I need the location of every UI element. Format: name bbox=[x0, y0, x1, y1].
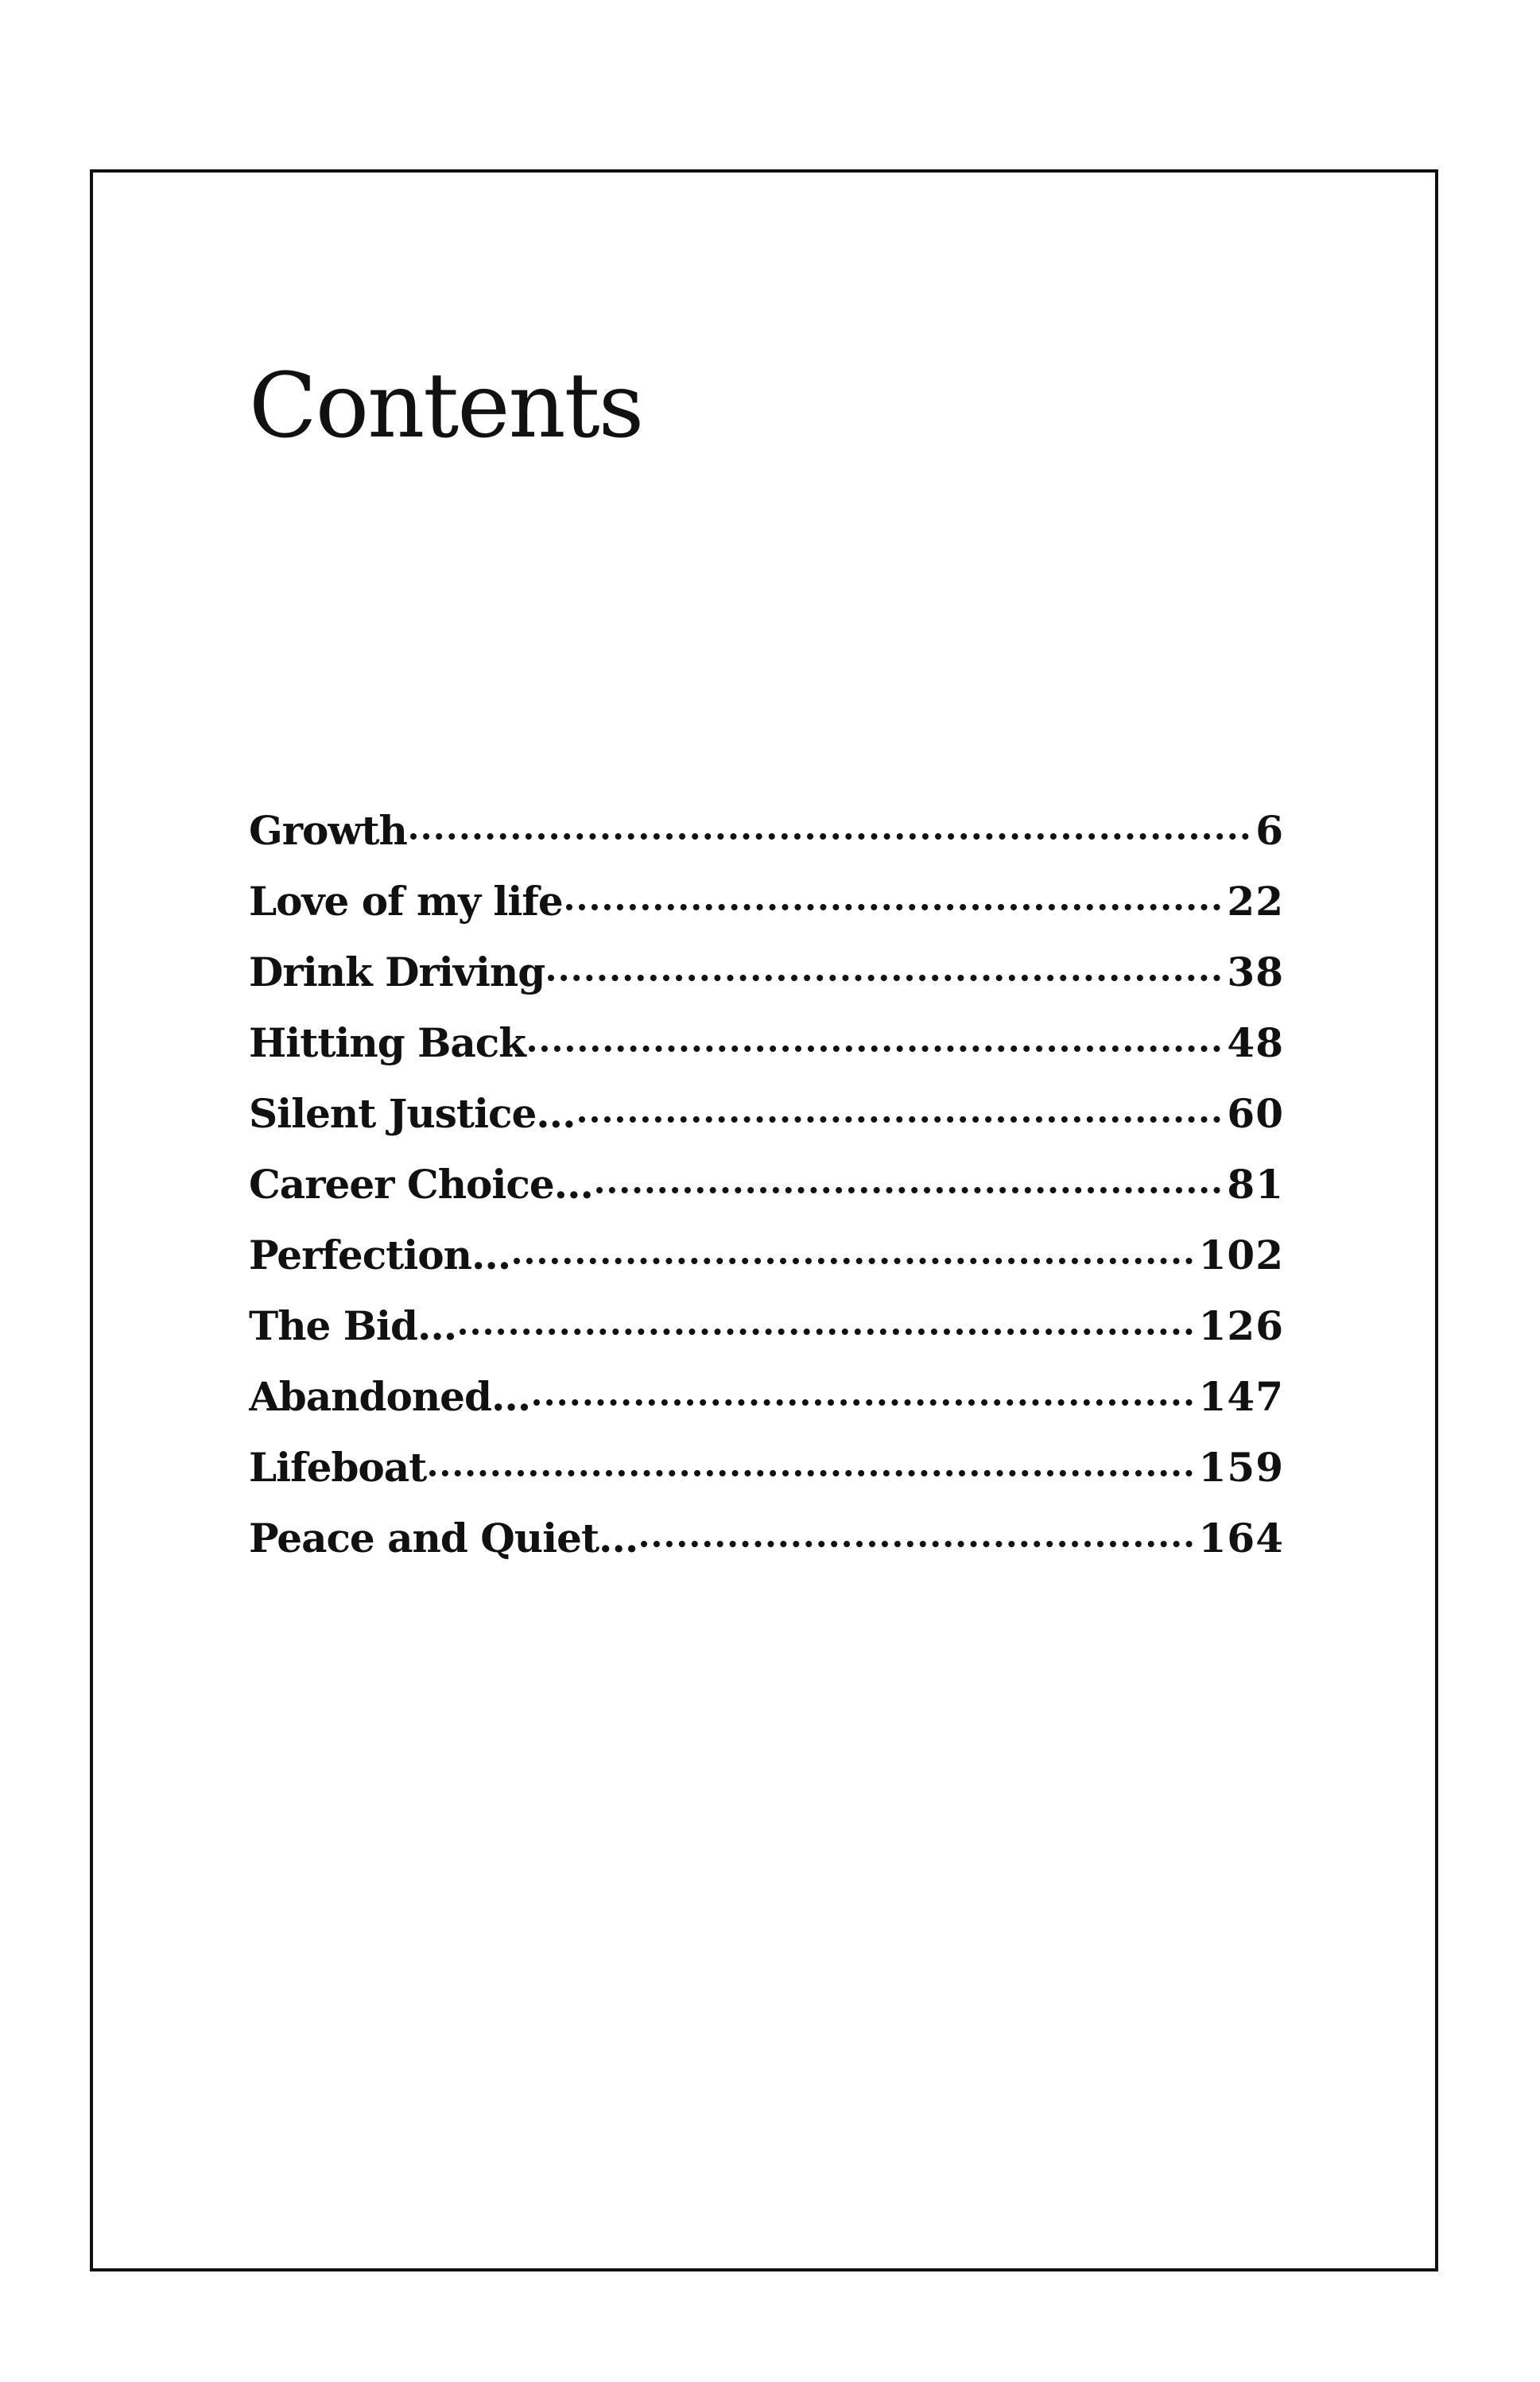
toc-entry-page: 126 bbox=[1198, 1302, 1284, 1349]
toc-entry[interactable] bbox=[249, 795, 1284, 866]
toc-entry-title: The Bid... bbox=[249, 1302, 457, 1349]
toc-entry[interactable] bbox=[249, 866, 1284, 937]
dot-leader bbox=[533, 1399, 1192, 1406]
dot-leader bbox=[410, 833, 1249, 840]
toc-entry[interactable] bbox=[249, 1290, 1284, 1361]
toc-entry-page: 147 bbox=[1198, 1373, 1284, 1420]
toc-entry-title: Abandoned... bbox=[249, 1373, 531, 1420]
toc-entry[interactable] bbox=[249, 1007, 1284, 1078]
toc-entry-page: 60 bbox=[1227, 1090, 1284, 1137]
toc-entry-title: Lifeboat bbox=[249, 1444, 427, 1491]
toc-entry[interactable] bbox=[249, 937, 1284, 1007]
toc-entry-page: 38 bbox=[1227, 949, 1284, 995]
toc-entry-title: Hitting Back bbox=[249, 1019, 526, 1066]
toc-entry[interactable] bbox=[249, 1432, 1284, 1503]
toc-entry-title: Peace and Quiet... bbox=[249, 1515, 638, 1561]
dot-leader bbox=[514, 1258, 1192, 1264]
table-of-contents bbox=[249, 795, 1284, 1573]
page-title: Contents bbox=[249, 355, 643, 458]
toc-entry-title: Drink Driving bbox=[249, 949, 545, 995]
dot-leader bbox=[529, 1046, 1221, 1052]
toc-entry-page: 102 bbox=[1198, 1232, 1284, 1278]
toc-entry-title: Perfection... bbox=[249, 1232, 511, 1278]
toc-entry[interactable] bbox=[249, 1220, 1284, 1290]
dot-leader bbox=[548, 975, 1220, 981]
toc-entry-page: 164 bbox=[1198, 1515, 1284, 1561]
toc-entry[interactable] bbox=[249, 1149, 1284, 1220]
toc-entry-page: 6 bbox=[1255, 807, 1284, 854]
dot-leader bbox=[596, 1187, 1221, 1193]
toc-entry-page: 159 bbox=[1198, 1444, 1284, 1491]
dot-leader bbox=[460, 1329, 1192, 1335]
toc-entry[interactable] bbox=[249, 1361, 1284, 1432]
toc-entry-title: Career Choice... bbox=[249, 1161, 593, 1208]
toc-entry[interactable] bbox=[249, 1078, 1284, 1149]
dot-leader bbox=[429, 1470, 1192, 1476]
toc-entry-page: 81 bbox=[1227, 1161, 1284, 1208]
toc-entry[interactable] bbox=[249, 1503, 1284, 1573]
toc-entry-title: Love of my life bbox=[249, 878, 563, 925]
toc-entry-page: 22 bbox=[1227, 878, 1284, 925]
dot-leader bbox=[579, 1116, 1221, 1123]
toc-entry-page: 48 bbox=[1227, 1019, 1284, 1066]
dot-leader bbox=[566, 904, 1221, 910]
dot-leader bbox=[641, 1541, 1192, 1547]
toc-entry-title: Silent Justice... bbox=[249, 1090, 576, 1137]
toc-entry-title: Growth bbox=[249, 807, 407, 854]
